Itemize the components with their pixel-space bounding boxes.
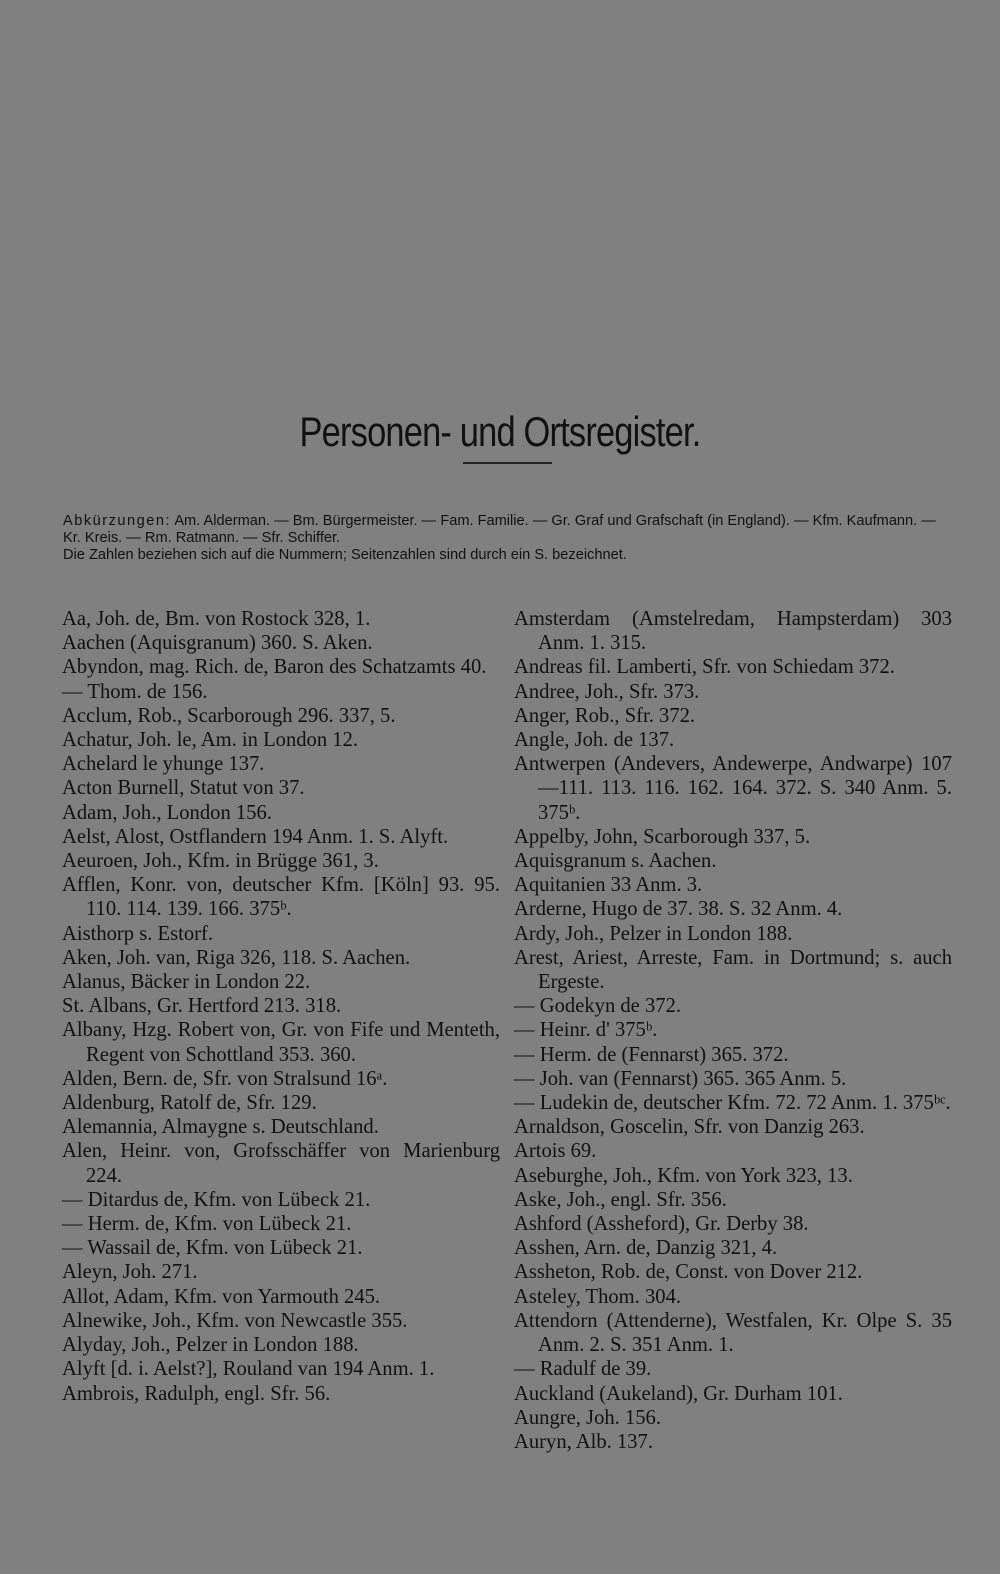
register-entry: Alen, Heinr. von, Grofsschäffer von Marienburg 224. [62,1140,500,1187]
register-entry: Aken, Joh. van, Riga 326, 118. S. Aachen. [62,946,411,969]
register-entry: Alden, Bern. de, Sfr. von Stralsund 16ᵃ. [62,1067,388,1090]
register-entry: Aisthorp s. Estorf. [62,922,214,945]
register-entry: Adam, Joh., London 156. [62,801,272,824]
register-entry: Alanus, Bäcker in London 22. [62,971,311,994]
register-entry: Artois 69. [514,1140,597,1163]
left-column [62,607,500,1406]
register-entry: St. Albans, Gr. Hertford 213. 318. [62,995,342,1018]
register-entry: Alemannia, Almaygne s. Deutschland. [62,1116,379,1139]
register-entry: Arderne, Hugo de 37. 38. S. 32 Anm. 4. [514,898,843,921]
register-entry: Aquisgranum s. Aachen. [514,850,717,873]
register-entry: Auckland (Aukeland), Gr. Durham 101. [514,1382,843,1405]
abbreviations-note: Die Zahlen beziehen sich auf die Nummern; Seitenzahlen sind durch ein S. bezeichnet. [63,547,627,563]
register-entry: Aelst, Alost, Ostflandern 194 Anm. 1. S. Alyft. [62,825,449,848]
register-entry: — Ludekin de, deutscher Kfm. 72. 72 Anm. 1. 375ᵇᶜ. [514,1092,951,1115]
register-entry: — Herm. de, Kfm. von Lübeck 21. [62,1213,352,1236]
register-entry: Aa, Joh. de, Bm. von Rostock 328, 1. [62,608,371,630]
page-title: Personen- und Ortsregister. [299,408,701,456]
register-entry: Achelard le yhunge 137. [62,753,265,776]
register-entry: — Ditardus de, Kfm. von Lübeck 21. [62,1188,371,1211]
register-entry: Aleyn, Joh. 271. [62,1261,198,1284]
register-entry: Achatur, Joh. le, Am. in London 12. [62,729,359,752]
register-entry: Attendorn (Attenderne), Westfalen, Kr. Olpe S. 35 Anm. 2. S. 351 Anm. 1. [514,1309,952,1357]
register-entry: Antwerpen (Andevers, Andewerpe, Andwarpe) 107—111. 113. 116. 162. 164. 372. S. 340 Anm. 5. 375ᵇ. [514,753,952,824]
register-entry: Albany, Hzg. Robert von, Gr. von Fife und Menteth, Regent von Schottland 353. 360. [62,1019,500,1066]
register-entry: Ambrois, Radulph, engl. Sfr. 56. [62,1382,331,1405]
register-entry: Angle, Joh. de 137. [514,729,675,752]
right-column [514,607,952,1454]
register-entry: Appelby, John, Scarborough 337, 5. [514,825,811,848]
register-entry: Aeuroen, Joh., Kfm. in Brügge 361, 3. [62,850,379,873]
register-entry: — Herm. de (Fennarst) 365. 372. [514,1043,789,1066]
register-entry: Aseburghe, Joh., Kfm. von York 323, 13. [514,1164,853,1187]
register-entry: Alnewike, Joh., Kfm. von Newcastle 355. [62,1309,408,1332]
abbreviations-text: Am. Alderman. — Bm. Bürgermeister. — Fam. Familie. — Gr. Graf und Grafschaft (in England). — Kfm. Kaufmann. — Kr. Kreis. — Rm. Ratmann. — Sfr. Schiffer. [63,513,936,546]
register-entry: — Joh. van (Fennarst) 365. 365 Anm. 5. [514,1067,847,1090]
register-entry: — Wassail de, Kfm. von Lübeck 21. [62,1237,363,1260]
register-entry: Aungre, Joh. 156. [514,1406,662,1429]
abbreviations-lead: Abkürzungen: [63,513,172,529]
register-entry: Aske, Joh., engl. Sfr. 356. [514,1188,727,1211]
register-entry: — Heinr. d' 375ᵇ. [514,1019,658,1042]
register-entry: — Thom. de 156. [62,680,208,703]
register-entry: Anger, Rob., Sfr. 372. [514,704,696,727]
register-entry: Abyndon, mag. Rich. de, Baron des Schatzamts 40. [62,656,487,679]
register-entry: — Godekyn de 372. [514,995,682,1018]
register-entry: Asshen, Arn. de, Danzig 321, 4. [514,1237,778,1260]
register-entry: Aldenburg, Ratolf de, Sfr. 129. [62,1092,317,1115]
register-entry: Amsterdam (Amstelredam, Hampsterdam) 303 Anm. 1. 315. [514,608,952,655]
register-entry: Andree, Joh., Sfr. 373. [514,680,700,703]
register-entry: Ardy, Joh., Pelzer in London 188. [514,922,793,945]
register-entry: Ashford (Assheford), Gr. Derby 38. [514,1213,809,1236]
register-entry: Acton Burnell, Statut von 37. [62,777,305,800]
register-entry: Afflen, Konr. von, deutscher Kfm. [Köln] 93. 95. 110. 114. 139. 166. 375ᵇ. [62,874,500,921]
register-entry: Alyft [d. i. Aelst?], Rouland van 194 Anm. 1. [62,1358,435,1381]
register-entry: Aachen (Aquisgranum) 360. S. Aken. [62,632,373,655]
register-entry: Arnaldson, Goscelin, Sfr. von Danzig 263. [514,1116,865,1139]
register-entry: Acclum, Rob., Scarborough 296. 337, 5. [62,704,396,727]
register-entry: Aquitanien 33 Anm. 3. [514,874,703,897]
abbreviations-block [63,513,948,564]
title-divider [463,462,552,464]
register-entry: Alyday, Joh., Pelzer in London 188. [62,1334,359,1357]
register-columns [62,607,952,1527]
register-entry: Allot, Adam, Kfm. von Yarmouth 245. [62,1285,381,1308]
register-entry: Assheton, Rob. de, Const. von Dover 212. [514,1261,863,1284]
register-entry: Asteley, Thom. 304. [514,1285,682,1308]
register-entry: — Radulf de 39. [514,1358,652,1381]
register-entry: Andreas fil. Lamberti, Sfr. von Schiedam 372. [514,656,895,679]
register-entry: Arest, Ariest, Arreste, Fam. in Dortmund; s. auch Ergeste. [514,946,952,994]
register-entry: Auryn, Alb. 137. [514,1430,654,1453]
